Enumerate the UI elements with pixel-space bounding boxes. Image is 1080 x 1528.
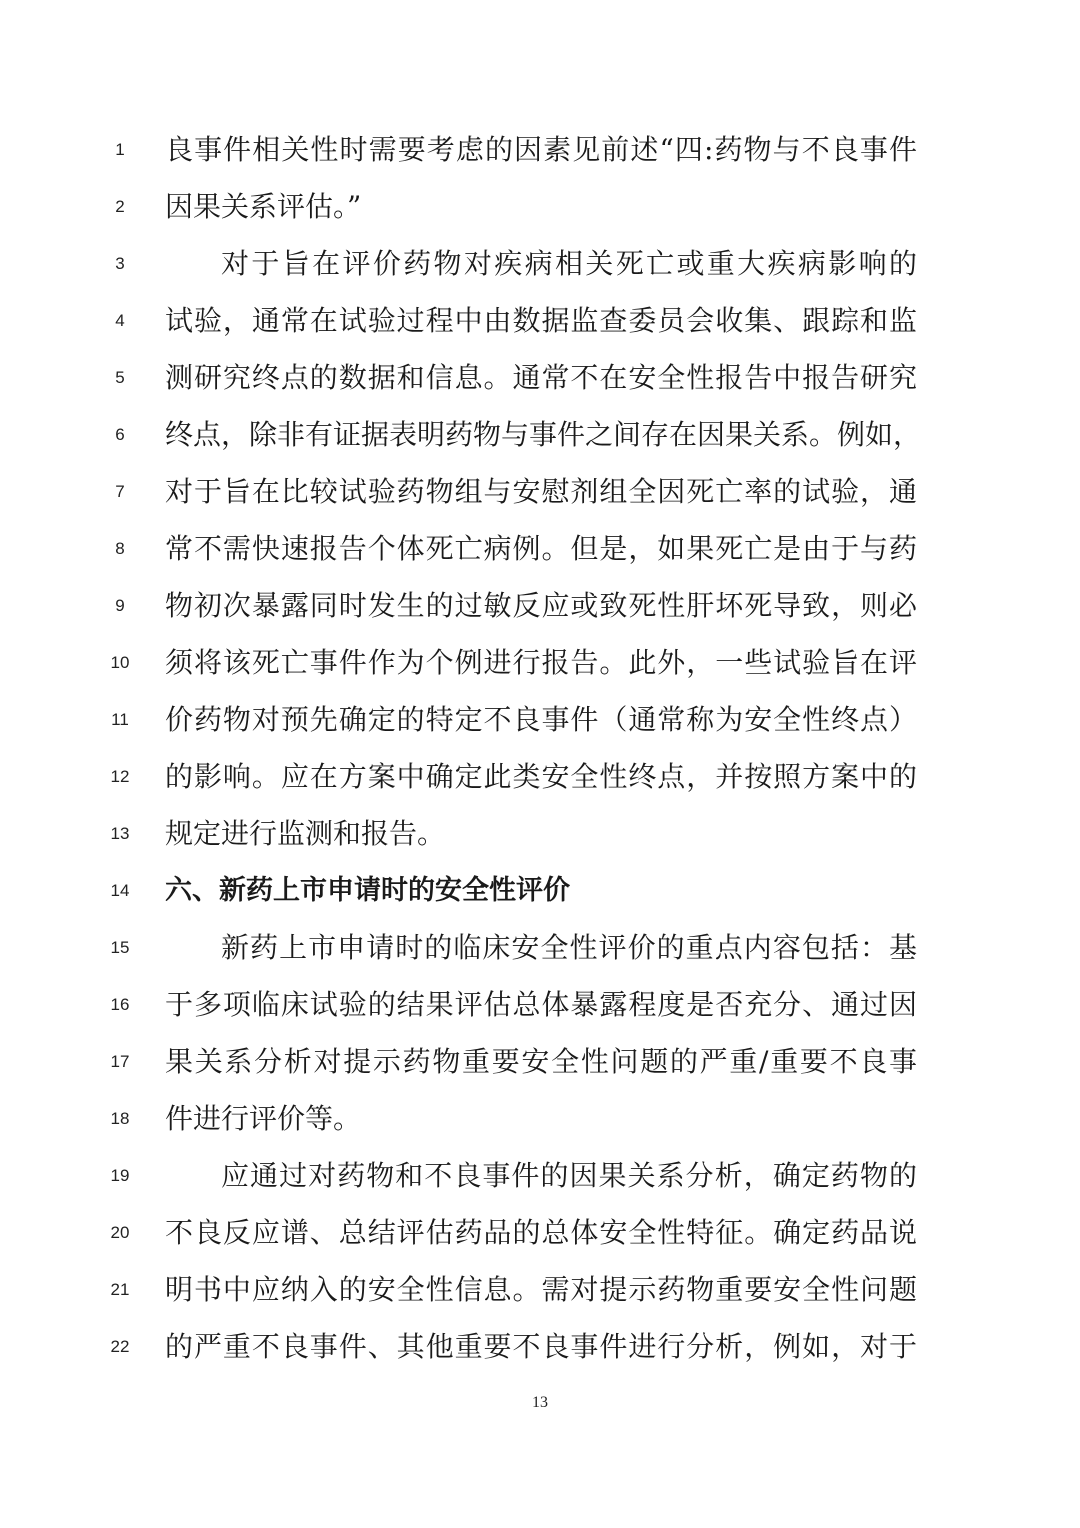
line-number: 20 <box>110 1223 130 1242</box>
line-row <box>0 586 1080 626</box>
body-text-line: 终点，除非有证据表明药物与事件之间存在因果关系。例如， <box>165 418 922 451</box>
body-text-line: 因果关系评估。” <box>165 190 362 223</box>
line-number: 5 <box>115 368 125 387</box>
body-text-line: 的严重不良事件、其他重要不良事件进行分析，例如，对于 <box>165 1330 917 1363</box>
body-text-line: 明书中应纳入的安全性信息。需对提示药物重要安全性问题 <box>165 1273 917 1306</box>
line-number: 22 <box>110 1337 130 1356</box>
line-row <box>0 1270 1080 1310</box>
line-row <box>0 985 1080 1025</box>
line-row <box>0 472 1080 512</box>
body-text-line: 对于旨在比较试验药物组与安慰剂组全因死亡率的试验，通 <box>165 475 917 508</box>
line-row <box>0 814 1080 854</box>
body-text-line: 不良反应谱、总结评估药品的总体安全性特征。确定药品说 <box>165 1216 917 1249</box>
body-text-line: 良事件相关性时需要考虑的因素见前述“四:药物与不良事件 <box>165 133 917 166</box>
body-text-line: 于多项临床试验的结果评估总体暴露程度是否充分、通过因 <box>165 988 917 1021</box>
line-row <box>0 757 1080 797</box>
line-row <box>0 1099 1080 1139</box>
line-row <box>0 1042 1080 1082</box>
line-row <box>0 244 1080 284</box>
line-number: 14 <box>110 881 130 900</box>
body-text-line: 对于旨在评价药物对疾病相关死亡或重大疾病影响的 <box>221 247 917 280</box>
line-number: 19 <box>110 1166 130 1185</box>
line-row <box>0 1327 1080 1367</box>
line-number: 1 <box>115 140 125 159</box>
line-number: 10 <box>110 653 130 672</box>
line-number: 3 <box>115 254 125 273</box>
line-number: 11 <box>111 710 129 729</box>
line-number: 4 <box>115 311 125 330</box>
line-number: 18 <box>110 1109 130 1128</box>
body-text-line: 价药物对预先确定的特定不良事件（通常称为安全性终点） <box>165 703 917 736</box>
body-text-line: 须将该死亡事件作为个例进行报告。此外，一些试验旨在评 <box>165 646 917 679</box>
line-number: 21 <box>110 1280 130 1299</box>
body-text-line: 果关系分析对提示药物重要安全性问题的严重/重要不良事 <box>165 1045 917 1078</box>
line-number: 17 <box>110 1052 130 1071</box>
line-number: 12 <box>110 767 130 786</box>
line-row <box>0 928 1080 968</box>
line-number: 8 <box>115 539 125 558</box>
line-row <box>0 187 1080 227</box>
line-row <box>0 1156 1080 1196</box>
line-row <box>0 130 1080 170</box>
line-row <box>0 700 1080 740</box>
body-text-line: 新药上市申请时的临床安全性评价的重点内容包括：基 <box>221 931 917 964</box>
body-text-line: 的影响。应在方案中确定此类安全性终点，并按照方案中的 <box>165 760 917 793</box>
line-number: 16 <box>110 995 130 1014</box>
line-number: 9 <box>115 596 125 615</box>
line-row <box>0 529 1080 569</box>
line-row <box>0 643 1080 683</box>
body-text-line: 试验，通常在试验过程中由数据监查委员会收集、跟踪和监 <box>165 304 917 337</box>
line-number: 2 <box>115 197 125 216</box>
line-number: 6 <box>115 425 125 444</box>
line-row <box>0 301 1080 341</box>
body-text-line: 测研究终点的数据和信息。通常不在安全性报告中报告研究 <box>165 361 917 394</box>
line-row <box>0 871 1080 911</box>
body-text-line: 件进行评价等。 <box>165 1102 362 1135</box>
body-text-line: 规定进行监测和报告。 <box>165 817 446 850</box>
line-row <box>0 358 1080 398</box>
line-row <box>0 415 1080 455</box>
page-number: 13 <box>532 1394 548 1411</box>
section-heading: 六、新药上市申请时的安全性评价 <box>165 875 570 906</box>
line-number: 7 <box>115 482 125 501</box>
line-row <box>0 1213 1080 1253</box>
body-text-line: 物初次暴露同时发生的过敏反应或致死性肝坏死导致，则必 <box>165 589 917 622</box>
body-text-line: 常不需快速报告个体死亡病例。但是，如果死亡是由于与药 <box>165 532 917 565</box>
line-number: 13 <box>110 824 130 843</box>
line-number: 15 <box>110 938 130 957</box>
body-text-line: 应通过对药物和不良事件的因果关系分析，确定药物的 <box>221 1159 917 1192</box>
